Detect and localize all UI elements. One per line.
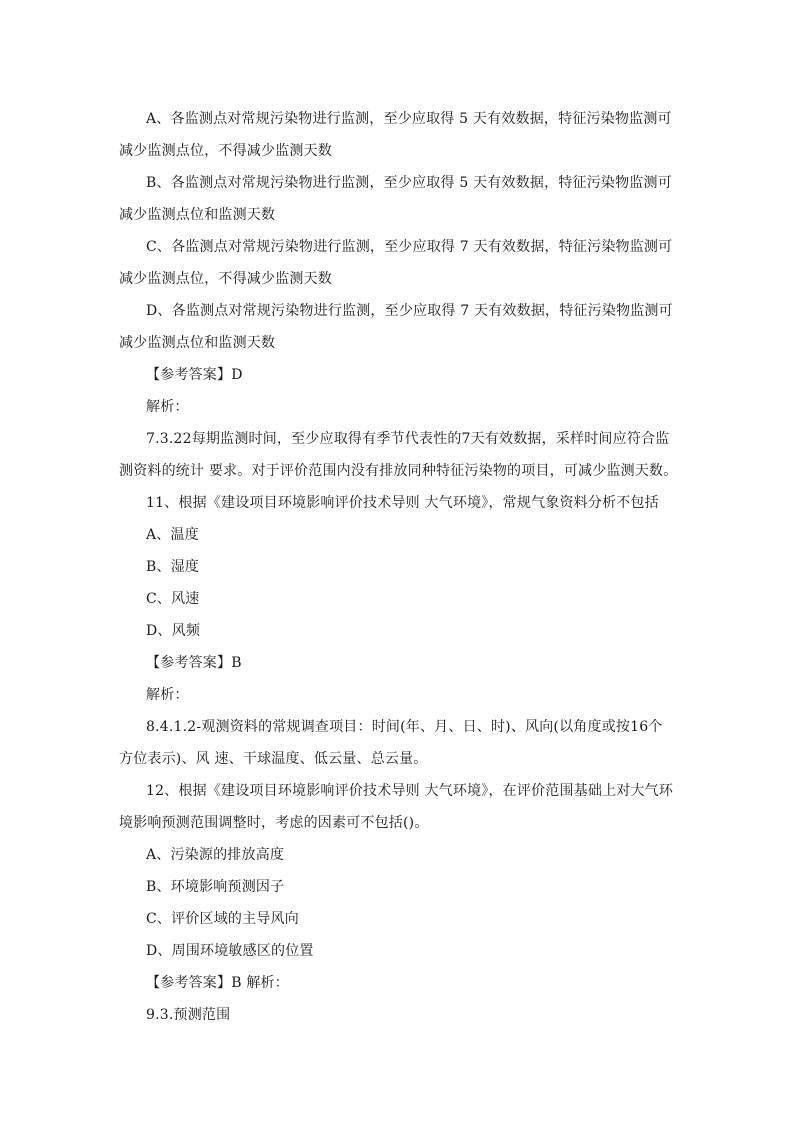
q10-analysis-line2: 测资料的统计 要求。对于评价范围内没有排放同种特征污染物的项目，可减少监测天数。 (119, 463, 678, 479)
q10-option-d-line1: D、各监测点对常规污染物进行监测，至少应取得 7 天有效数据，特征污染物监测可 (146, 303, 673, 319)
q12-question-line1: 12、根据《建设项目环境影响评价技术导则 大气环境》，在评价范围基础上对大气环 (146, 783, 674, 799)
q10-answer: 【参考答案】D (146, 367, 243, 383)
q11-option-c: C、风速 (146, 591, 200, 607)
q12-analysis-line1: 9.3.预测范围 (146, 1007, 231, 1023)
q12-option-d: D、周围环境敏感区的位置 (146, 943, 314, 959)
q10-option-c-line1: C、各监测点对常规污染物进行监测，至少应取得 7 天有效数据，特征污染物监测可 (146, 239, 673, 255)
q10-analysis-line1: 7.3.22每期监测时间，至少应取得有季节代表性的7天有效数据，采样时间应符合监 (146, 431, 670, 447)
q11-option-b: B、湿度 (146, 559, 200, 575)
q12-option-b: B、环境影响预测因子 (146, 879, 285, 895)
q10-option-b-line2: 减少监测点位和监测天数 (119, 207, 276, 223)
q11-option-d: D、风频 (146, 623, 201, 639)
q11-question: 11、根据《建设项目环境影响评价技术导则 大气环境》，常规气象资料分析不包括 (146, 495, 659, 511)
q11-analysis-label: 解析： (146, 687, 189, 703)
q12-question-line2: 境影响预测范围调整时，考虑的因素可不包括()。 (119, 815, 429, 831)
q10-option-c-line2: 减少监测点位，不得减少监测天数 (119, 271, 332, 287)
q10-option-d-line2: 减少监测点位和监测天数 (119, 335, 276, 351)
q10-analysis-label: 解析： (146, 399, 189, 415)
q11-analysis-line1: 8.4.1.2-观测资料的常规调查项目：时间(年、月、日、时)、风向(以角度或按16个 (146, 719, 663, 735)
q11-option-a: A、温度 (146, 527, 199, 543)
q12-answer: 【参考答案】B 解析： (146, 975, 289, 991)
q10-option-a-line1: A、各监测点对常规污染物进行监测，至少应取得 5 天有效数据，特征污染物监测可 (146, 111, 672, 127)
q11-answer: 【参考答案】B (146, 655, 242, 671)
q11-analysis-line2: 方位表示)、风 速、干球温度、低云量、总云量。 (119, 751, 428, 767)
q10-option-a-line2: 减少监测点位，不得减少监测天数 (119, 143, 332, 159)
q12-option-c: C、评价区域的主导风向 (146, 911, 299, 927)
q12-option-a: A、污染源的排放高度 (146, 847, 285, 863)
q10-option-b-line1: B、各监测点对常规污染物进行监测，至少应取得 5 天有效数据，特征污染物监测可 (146, 175, 672, 191)
